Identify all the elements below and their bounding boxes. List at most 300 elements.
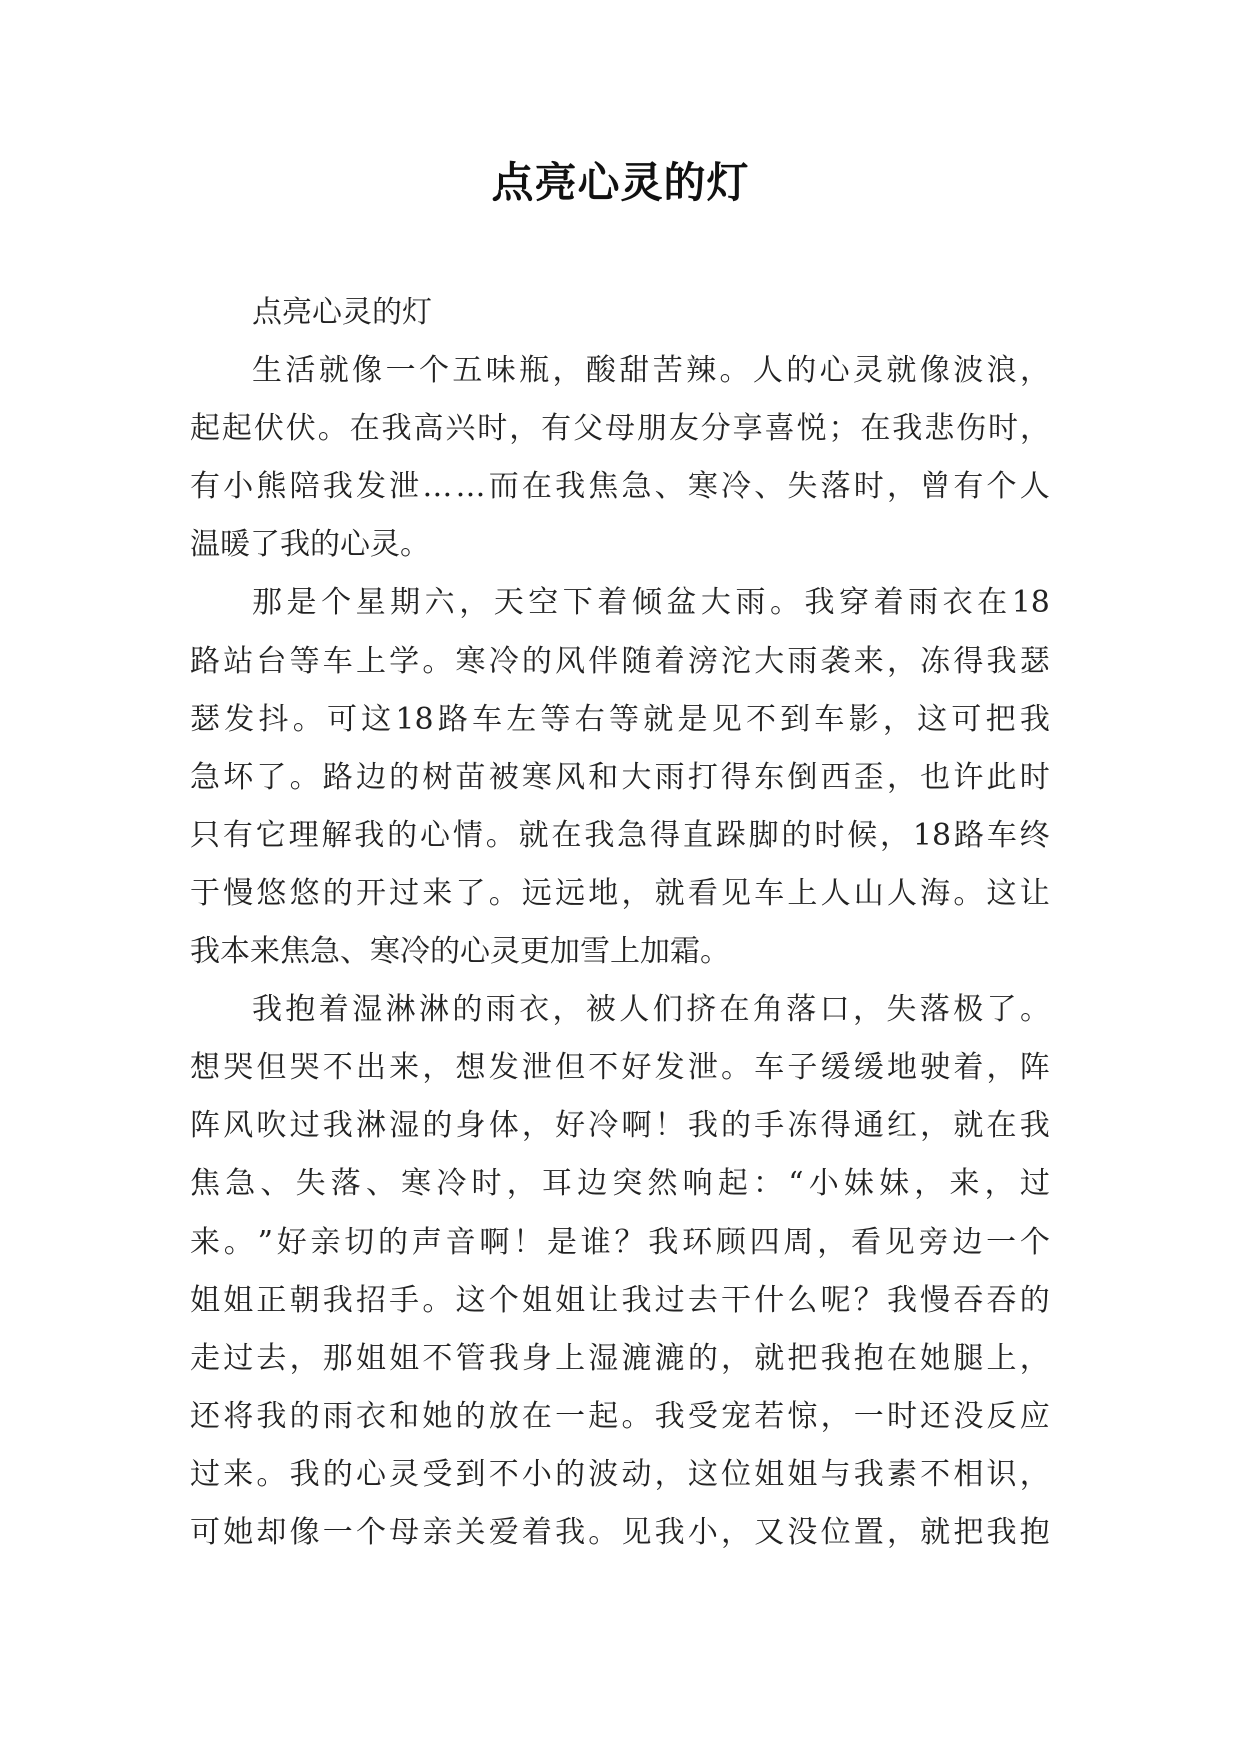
text-glyph: 子: [787, 1050, 818, 1086]
text-glyph: 伤: [956, 411, 987, 447]
text-glyph: 一: [555, 1398, 586, 1434]
text-glyph: 倒: [787, 759, 818, 795]
paragraph-line: [190, 1155, 1050, 1213]
paragraph-line: [190, 458, 1050, 516]
text-glyph: 地: [588, 875, 619, 911]
text-glyph: 到: [455, 1456, 486, 1492]
text-glyph: 时: [988, 411, 1019, 447]
text-glyph: 失: [787, 469, 818, 505]
text-glyph: 时: [471, 1166, 502, 1202]
text-glyph: 就: [886, 353, 917, 389]
paragraph-line: [190, 1446, 1050, 1504]
text-glyph: 味: [485, 353, 516, 389]
text-glyph: 于: [190, 875, 220, 911]
text-glyph: 顾: [715, 1224, 746, 1260]
paragraph-line: [190, 1214, 1050, 1272]
text-glyph: 车: [754, 1050, 785, 1086]
text-glyph: 沱: [721, 643, 751, 679]
text-glyph: 落: [786, 992, 817, 1028]
text-glyph: 我: [687, 1108, 718, 1144]
text-glyph: 不: [588, 1050, 619, 1086]
text-glyph: 五: [452, 353, 483, 389]
text-glyph: 起: [717, 1166, 748, 1202]
text-glyph: 落: [919, 992, 950, 1028]
text-glyph: 六: [424, 585, 455, 621]
text-glyph: 在: [977, 585, 1008, 621]
text-glyph: 干: [721, 1282, 751, 1318]
text-glyph: ，: [853, 992, 884, 1028]
text-glyph: 管: [455, 1340, 486, 1376]
text-glyph: 过: [1019, 1166, 1050, 1202]
text-glyph: 的: [389, 759, 420, 795]
text-glyph: ，: [886, 759, 917, 795]
text-glyph: 淋: [418, 992, 449, 1028]
text-glyph: 边: [952, 1224, 983, 1260]
text-glyph: 招: [355, 1282, 386, 1318]
text-glyph: 冷: [588, 1108, 619, 1144]
text-glyph: ，: [886, 643, 917, 679]
text-glyph: 的: [555, 1456, 586, 1492]
text-glyph: ，: [1019, 1340, 1050, 1376]
text-glyph: 有: [222, 817, 253, 853]
paragraph-line: [190, 1330, 1050, 1388]
text-glyph: 什: [754, 1282, 785, 1318]
text-glyph: 、: [754, 469, 785, 505]
text-glyph: ，: [654, 1456, 685, 1492]
text-glyph: 友: [668, 411, 699, 447]
text-glyph: 盆: [666, 585, 697, 621]
text-glyph: 么: [787, 1282, 818, 1318]
text-glyph: 此: [986, 759, 1017, 795]
text-glyph: 我: [322, 469, 353, 505]
text-glyph: 我: [986, 1514, 1017, 1550]
text-glyph: 我: [986, 643, 1017, 679]
text-glyph: 发: [488, 1050, 519, 1086]
text-glyph: 来: [190, 1224, 220, 1260]
text-glyph: 冷: [488, 643, 519, 679]
subtitle-line: 点亮心灵的灯: [252, 295, 432, 330]
text-glyph: 姐: [555, 1282, 586, 1318]
text-glyph: 我: [853, 1456, 884, 1492]
text-glyph: 生: [252, 353, 282, 389]
text-glyph: ；: [828, 411, 859, 447]
text-glyph: 起: [190, 411, 220, 447]
text-glyph: 不: [322, 1050, 353, 1086]
text-glyph: 我: [488, 1340, 519, 1376]
text-glyph: 这: [986, 875, 1017, 911]
text-glyph: 雨: [322, 1398, 353, 1434]
text-glyph: 想: [190, 1050, 220, 1086]
text-glyph: 发: [355, 469, 386, 505]
text-glyph: 高: [413, 411, 444, 447]
text-glyph: 淋: [355, 1108, 386, 1144]
text-glyph: 是: [286, 585, 317, 621]
text-glyph: 口: [819, 992, 850, 1028]
text-glyph: 见: [711, 701, 742, 737]
paragraph-line: [190, 1272, 1050, 1330]
text-glyph: 我: [1019, 701, 1050, 737]
text-glyph: 寒: [687, 469, 718, 505]
text-glyph: 我: [892, 411, 923, 447]
text-glyph: 。: [719, 353, 750, 389]
text-glyph: 天: [493, 585, 524, 621]
text-glyph: 小: [808, 1166, 839, 1202]
text-glyph: 那: [252, 585, 282, 621]
text-glyph: 驶: [920, 1050, 951, 1086]
text-glyph: 就: [654, 875, 685, 911]
paragraph-line: [190, 865, 1050, 923]
text-glyph: 得: [820, 1108, 851, 1144]
text-glyph: 酸: [585, 353, 616, 389]
text-glyph: 车: [986, 817, 1017, 853]
text-glyph: 我: [621, 1282, 652, 1318]
text-glyph: 浪: [986, 353, 1017, 389]
text-glyph: 手: [389, 1282, 420, 1318]
text-glyph: 有: [541, 411, 572, 447]
text-glyph: 阵: [1019, 1050, 1050, 1086]
text-glyph: 、: [654, 469, 685, 505]
text-glyph: 跺: [715, 817, 746, 853]
text-glyph: 灵: [853, 353, 884, 389]
paragraph-line: 温暖了我的心灵。: [190, 527, 430, 563]
text-glyph: 吹: [256, 1108, 287, 1144]
text-glyph: 受: [687, 1398, 718, 1434]
text-glyph: 好: [621, 1050, 652, 1086]
text-glyph: 不: [920, 1456, 951, 1492]
text-glyph: 们: [652, 992, 683, 1028]
text-glyph: 落: [330, 1166, 361, 1202]
paragraph-line: [190, 1039, 1050, 1097]
text-glyph: 姐: [787, 1456, 818, 1492]
text-glyph: 星: [355, 585, 386, 621]
text-glyph: 着: [521, 1514, 552, 1550]
text-glyph: 的: [378, 1224, 409, 1260]
text-glyph: 灵: [389, 1456, 420, 1492]
text-glyph: 袭: [820, 643, 851, 679]
text-glyph: 苦: [652, 353, 683, 389]
text-glyph: 有: [953, 469, 984, 505]
text-glyph: 置: [853, 1514, 884, 1550]
text-glyph: 母: [604, 411, 635, 447]
text-glyph: ”: [257, 1224, 273, 1260]
text-glyph: 等: [609, 701, 639, 737]
text-glyph: 。: [223, 1224, 254, 1260]
text-glyph: ，: [817, 1224, 848, 1260]
text-glyph: 环: [682, 1224, 713, 1260]
text-glyph: 把: [787, 1340, 818, 1376]
text-glyph: 波: [953, 353, 984, 389]
text-glyph: 角: [752, 992, 783, 1028]
text-glyph: 。: [422, 643, 453, 679]
text-glyph: 缓: [853, 1050, 884, 1086]
text-glyph: 。: [485, 817, 516, 853]
text-glyph: 漉: [621, 1340, 652, 1376]
text-glyph: 父: [573, 411, 604, 447]
text-glyph: 挤: [686, 992, 717, 1028]
paragraph-line: [190, 981, 1050, 1039]
text-glyph: 个: [321, 585, 352, 621]
text-glyph: 山: [853, 875, 884, 911]
text-glyph: 急: [225, 1166, 256, 1202]
text-glyph: 人: [619, 992, 650, 1028]
text-glyph: 但: [555, 1050, 586, 1086]
text-glyph: 我: [555, 1514, 586, 1550]
text-glyph: ，: [509, 411, 540, 447]
text-glyph: 伴: [588, 643, 619, 679]
text-glyph: 过: [190, 1456, 220, 1492]
text-glyph: 的: [289, 1398, 320, 1434]
text-glyph: 来: [389, 1050, 420, 1086]
text-glyph: 一: [986, 1224, 1017, 1260]
text-glyph: 冷: [436, 1166, 467, 1202]
text-glyph: 心: [420, 817, 451, 853]
text-glyph: 我: [289, 1456, 320, 1492]
text-glyph: 是: [546, 1224, 577, 1260]
text-glyph: 位: [820, 1514, 851, 1550]
text-glyph: 。: [422, 1282, 453, 1318]
text-glyph: 空: [528, 585, 559, 621]
text-glyph: 缓: [820, 1050, 851, 1086]
text-glyph: 来: [853, 643, 884, 679]
text-glyph: 漉: [654, 1340, 685, 1376]
text-glyph: 发: [224, 701, 255, 737]
text-glyph: 可: [951, 701, 982, 737]
text-glyph: 红: [886, 1108, 917, 1144]
text-glyph: 落: [820, 469, 851, 505]
text-glyph: 与: [820, 1456, 851, 1492]
text-glyph: 一: [385, 353, 416, 389]
text-glyph: 。: [1019, 992, 1050, 1028]
text-glyph: 衣: [355, 1398, 386, 1434]
text-glyph: 到: [780, 701, 811, 737]
text-glyph: 泄: [687, 1050, 718, 1086]
text-glyph: ！: [654, 1108, 685, 1144]
text-glyph: 来: [223, 1456, 254, 1492]
text-glyph: 姐: [389, 1340, 420, 1376]
text-glyph: 走: [190, 1340, 220, 1376]
text-glyph: 时: [886, 1398, 917, 1434]
text-glyph: 朝: [289, 1282, 320, 1318]
text-glyph: 姐: [223, 1282, 254, 1318]
text-glyph: 兴: [445, 411, 476, 447]
text-glyph: 在: [719, 992, 750, 1028]
paragraph-line: [190, 400, 1050, 458]
text-glyph: 姐: [521, 1282, 552, 1318]
text-glyph: 被: [488, 759, 519, 795]
text-glyph: 风: [555, 643, 586, 679]
text-glyph: 人: [820, 875, 851, 911]
text-glyph: 素: [886, 1456, 917, 1492]
text-glyph: 路: [437, 701, 468, 737]
text-glyph: 啊: [621, 1108, 652, 1144]
text-glyph: 去: [256, 1340, 287, 1376]
text-glyph: 和: [588, 759, 619, 795]
text-glyph: 响: [682, 1166, 713, 1202]
text-glyph: 我: [584, 817, 615, 853]
text-glyph: “: [788, 1166, 804, 1202]
text-glyph: 然: [647, 1166, 678, 1202]
text-glyph: 心: [819, 353, 850, 389]
text-glyph: 着: [318, 992, 349, 1028]
text-glyph: 来: [949, 1166, 980, 1202]
text-glyph: 没: [953, 1398, 984, 1434]
text-glyph: ，: [721, 1340, 751, 1376]
text-glyph: 慢: [223, 875, 254, 911]
text-glyph: 个: [355, 1514, 386, 1550]
text-glyph: 吞: [986, 1282, 1017, 1318]
text-glyph: 倾: [631, 585, 662, 621]
text-glyph: 我: [252, 992, 282, 1028]
text-glyph: 位: [721, 1456, 751, 1492]
text-glyph: 等: [540, 701, 571, 737]
text-glyph: 体: [488, 1108, 519, 1144]
text-glyph: 得: [721, 759, 751, 795]
text-glyph: 、: [260, 1166, 291, 1202]
text-glyph: 我: [322, 1282, 353, 1318]
text-glyph: 享: [732, 411, 763, 447]
text-glyph: ，: [984, 1166, 1015, 1202]
text-glyph: 让: [1019, 875, 1050, 911]
text-glyph: 。: [317, 411, 348, 447]
text-glyph: 上: [787, 875, 818, 911]
text-glyph: 悲: [924, 411, 955, 447]
paragraph-line: [190, 1388, 1050, 1446]
text-glyph: 湿: [352, 992, 383, 1028]
text-glyph: 在: [521, 469, 552, 505]
text-glyph: ，: [521, 1108, 552, 1144]
text-glyph: 得: [953, 643, 984, 679]
text-glyph: 喜: [764, 411, 795, 447]
text-glyph: ：: [753, 1166, 783, 1202]
text-glyph: 活: [285, 353, 316, 389]
text-glyph: ，: [882, 701, 913, 737]
text-glyph: 想: [455, 1050, 486, 1086]
document-title: 点亮心灵的灯: [491, 158, 750, 207]
text-glyph: 路: [322, 759, 353, 795]
text-glyph: 我: [804, 585, 835, 621]
text-glyph: ，: [506, 1166, 537, 1202]
text-glyph: 哭: [223, 1050, 254, 1086]
text-glyph: 甜: [619, 353, 650, 389]
text-glyph: 切: [344, 1224, 375, 1260]
text-glyph: 寒: [455, 643, 486, 679]
text-glyph: 车: [322, 643, 353, 679]
text-glyph: 又: [754, 1514, 785, 1550]
text-glyph: ，: [1019, 1456, 1050, 1492]
text-glyph: 歪: [853, 759, 884, 795]
text-glyph: 时: [1019, 759, 1050, 795]
text-glyph: 海: [920, 875, 951, 911]
text-glyph: 在: [551, 817, 582, 853]
text-glyph: 她: [422, 1398, 453, 1434]
text-glyph: 风: [223, 1108, 254, 1144]
text-glyph: 失: [295, 1166, 326, 1202]
text-glyph: 这: [455, 1282, 486, 1318]
text-glyph: 情: [452, 817, 483, 853]
text-glyph: 大: [700, 585, 731, 621]
text-glyph: 小: [521, 1456, 552, 1492]
text-glyph: 悠: [289, 875, 320, 911]
text-glyph: 了: [986, 992, 1017, 1028]
text-glyph: 极: [953, 992, 984, 1028]
text-glyph: ，: [552, 353, 583, 389]
text-glyph: 左: [506, 701, 537, 737]
text-glyph: 被: [585, 992, 616, 1028]
text-glyph: 着: [597, 585, 628, 621]
text-glyph: 我: [1019, 1108, 1050, 1144]
text-glyph: 我: [654, 1514, 685, 1550]
text-glyph: ，: [914, 1166, 945, 1202]
text-glyph: 伏: [285, 411, 316, 447]
text-glyph: 宠: [721, 1398, 751, 1434]
text-glyph: 见: [721, 875, 751, 911]
text-glyph: 。: [256, 1456, 287, 1492]
text-glyph: 。: [292, 701, 323, 737]
text-glyph: 应: [1019, 1398, 1050, 1434]
text-glyph: 的: [455, 1398, 486, 1434]
text-glyph: 心: [355, 1456, 386, 1492]
text-glyph: …: [455, 469, 486, 505]
paragraph-line: 我本来焦急、寒冷的心灵更加雪上加霜。: [190, 934, 730, 970]
document-body: [190, 284, 1050, 1562]
text-glyph: 的: [521, 643, 552, 679]
text-glyph: ，: [552, 992, 583, 1028]
text-glyph: 边: [577, 1166, 608, 1202]
text-glyph: 路: [953, 817, 984, 853]
text-glyph: 的: [322, 875, 353, 911]
text-glyph: 着: [873, 585, 904, 621]
text-glyph: 的: [422, 1108, 453, 1144]
text-glyph: 的: [387, 817, 418, 853]
text-glyph: 的: [721, 1108, 751, 1144]
text-glyph: 像: [352, 353, 383, 389]
text-glyph: 影: [848, 701, 879, 737]
text-glyph: ，: [1019, 411, 1050, 447]
text-glyph: 雨: [654, 759, 685, 795]
text-glyph: 右: [574, 701, 605, 737]
text-glyph: 只: [190, 817, 220, 853]
text-glyph: 识: [986, 1456, 1017, 1492]
text-glyph: 不: [745, 701, 776, 737]
text-glyph: 上: [355, 643, 386, 679]
text-glyph: ，: [820, 1398, 851, 1434]
text-glyph: 了: [455, 875, 486, 911]
text-glyph: 湿: [588, 1340, 619, 1376]
text-glyph: 我: [648, 1224, 679, 1260]
text-glyph: 手: [754, 1108, 785, 1144]
text-glyph: 瑟: [1019, 643, 1050, 679]
text-glyph: 辣: [686, 353, 717, 389]
text-glyph: 18: [912, 817, 952, 853]
text-glyph: 泄: [389, 469, 420, 505]
text-glyph: 身: [521, 1340, 552, 1376]
text-glyph: 吞: [953, 1282, 984, 1318]
text-glyph: 这: [361, 701, 392, 737]
text-glyph: 周: [783, 1224, 814, 1260]
text-glyph: 旁: [918, 1224, 949, 1260]
text-glyph: 坏: [223, 759, 254, 795]
text-glyph: 就: [953, 1108, 984, 1144]
text-glyph: ，: [886, 469, 917, 505]
text-glyph: …: [422, 469, 453, 505]
text-glyph: 姐: [190, 1282, 220, 1318]
text-glyph: 瑟: [190, 701, 220, 737]
text-glyph: 没: [787, 1514, 818, 1550]
text-glyph: 人: [752, 353, 783, 389]
text-glyph: 我: [381, 411, 412, 447]
text-glyph: 得: [650, 817, 681, 853]
text-glyph: 和: [389, 1398, 420, 1434]
